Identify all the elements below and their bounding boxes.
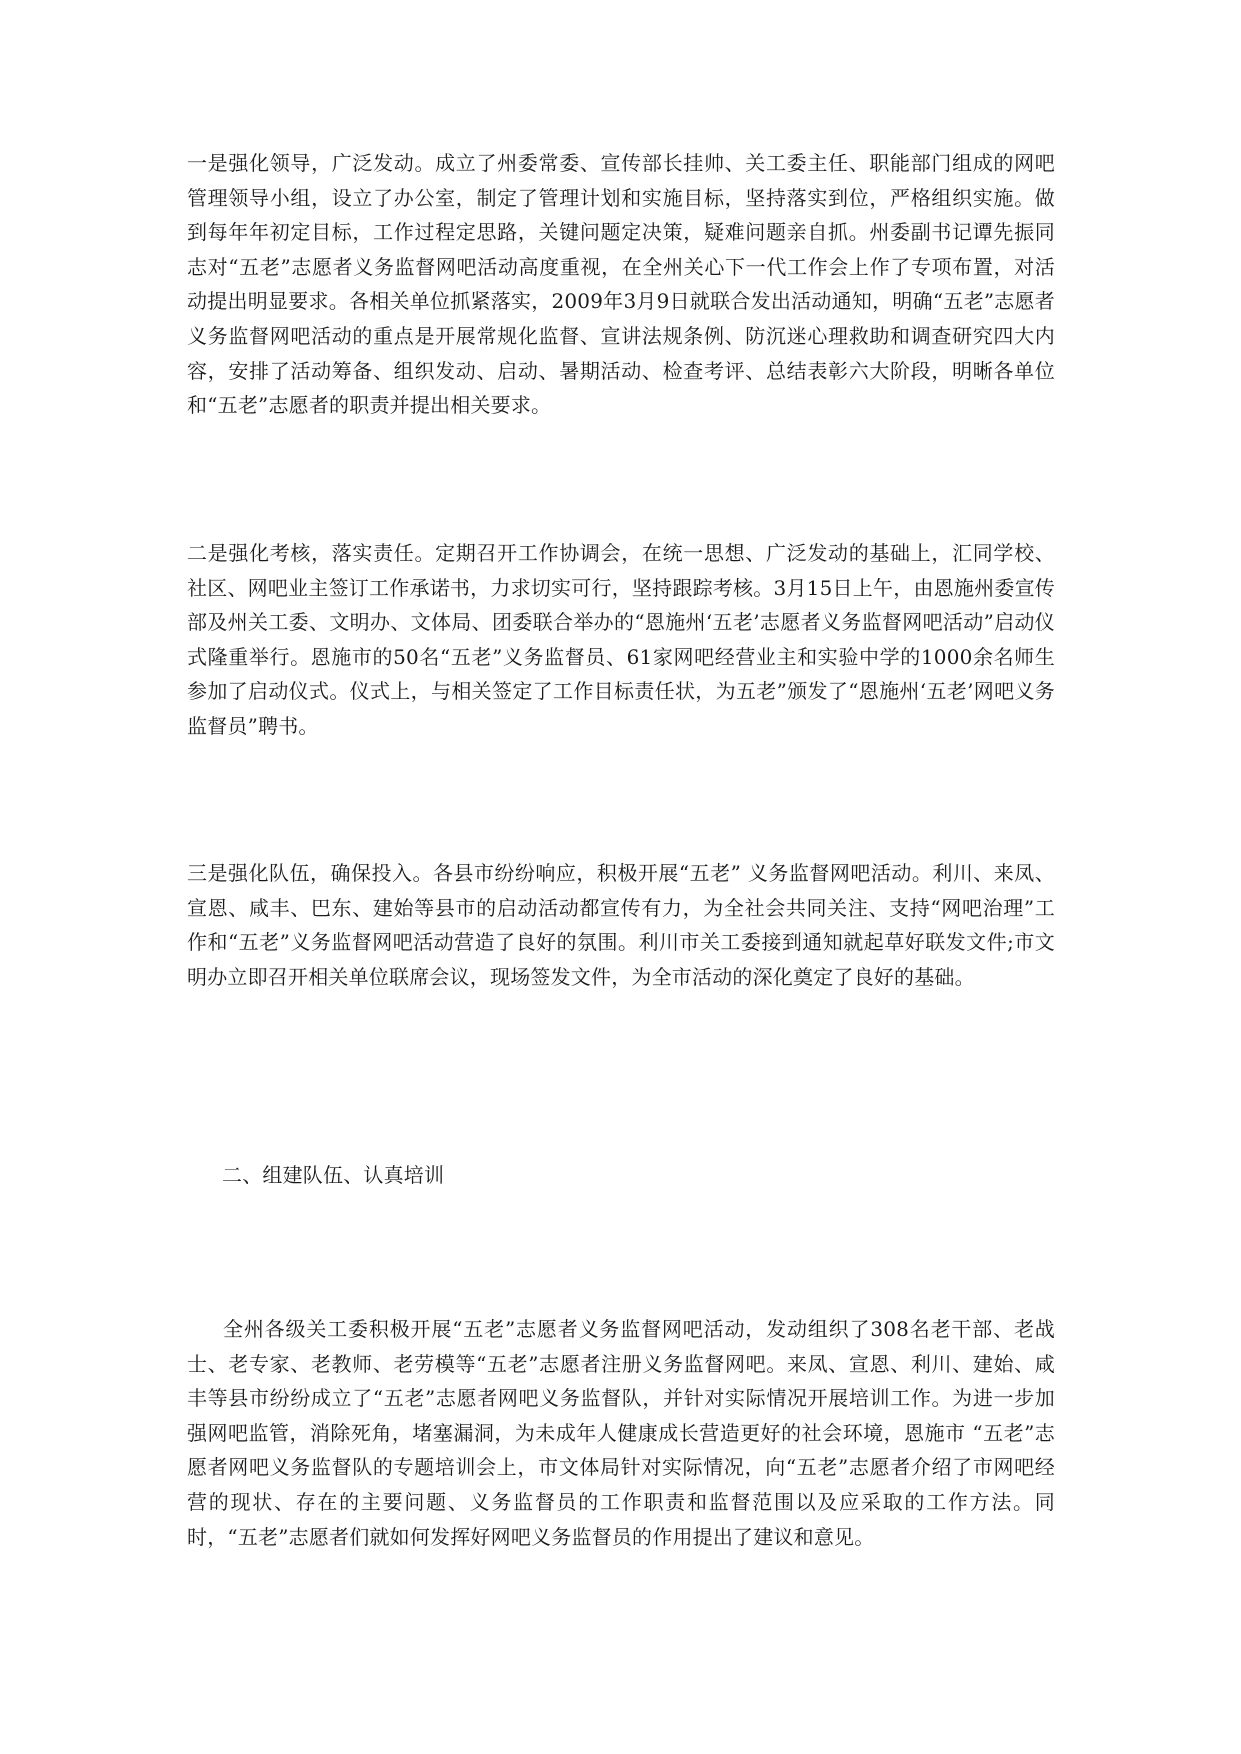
paragraph-team: 三是强化队伍，确保投入。各县市纷纷响应，积极开展“五老” 义务监督网吧活动。利川、来凤、宣恩、咸丰、巴东、建始等县市的启动活动都宣传有力，为全社会共同关注、支持“网吧治理”工作和“五老”义务监督网吧活动营造了良好的氛围。利川市关工委接到通知就起草好联发文件;市文明办立即召开相关单位联席会议，现场签发文件，为全市活动的深化奠定了良好的基础。 [187, 861, 1055, 989]
section-heading: 二、组建队伍、认真培训 [222, 1163, 445, 1187]
paragraph-leadership: 一是强化领导，广泛发动。成立了州委常委、宣传部长挂帅、关工委主任、职能部门组成的网吧管理领导小组，设立了办公室，制定了管理计划和实施目标，坚持落实到位，严格组织实施。做到每年年初定目标，工作过程定思路，关键问题定决策，疑难问题亲自抓。州委副书记谭先振同志对“五老”志愿者义务监督网吧活动高度重视，在全州关心下一代工作会上作了专项布置，对活动提出明显要求。各相关单位抓紧落实，2009年3月9日就联合发出活动通知，明确“五老”志愿者义务监督网吧活动的重点是开展常规化监督、宣讲法规条例、防沉迷心理救助和调查研究四大内容，安排了活动筹备、组织发动、启动、暑期活动、检查考评、总结表彰六大阶段，明晰各单位和“五老”志愿者的职责并提出相关要求。 [187, 151, 1055, 418]
paragraph-assessment: 二是强化考核，落实责任。定期召开工作协调会，在统一思想、广泛发动的基础上，汇同学校、社区、网吧业主签订工作承诺书，力求切实可行，坚持跟踪考核。3月15日上午，由恩施州委宣传部及州关工委、文明办、文体局、团委联合举办的“恩施州‘五老’志愿者义务监督网吧活动”启动仪式隆重举行。恩施市的50名“五老”义务监督员、61家网吧经营业主和实验中学的1000余名师生参加了启动仪式。仪式上，与相关签定了工作目标责任状，为五老”颁发了“恩施州‘五老’网吧义务监督员”聘书。 [187, 541, 1055, 738]
paragraph-training: 全州各级关工委积极开展“五老”志愿者义务监督网吧活动，发动组织了308名老干部、老战士、老专家、老教师、老劳模等“五老”志愿者注册义务监督网吧。来凤、宣恩、利川、建始、咸丰等县市纷纷成立了“五老”志愿者网吧义务监督队，并针对实际情况开展培训工作。为进一步加强网吧监管，消除死角，堵塞漏洞，为未成年人健康成长营造更好的社会环境，恩施市 “五老”志愿者网吧义务监督队的专题培训会上，市文体局针对实际情况，向“五老”志愿者介绍了市网吧经营的现状、存在的主要问题、义务监督员的工作职责和监督范围以及应采取的工作方法。同时，“五老”志愿者们就如何发挥好网吧义务监督员的作用提出了建议和意见。 [187, 1317, 1055, 1549]
